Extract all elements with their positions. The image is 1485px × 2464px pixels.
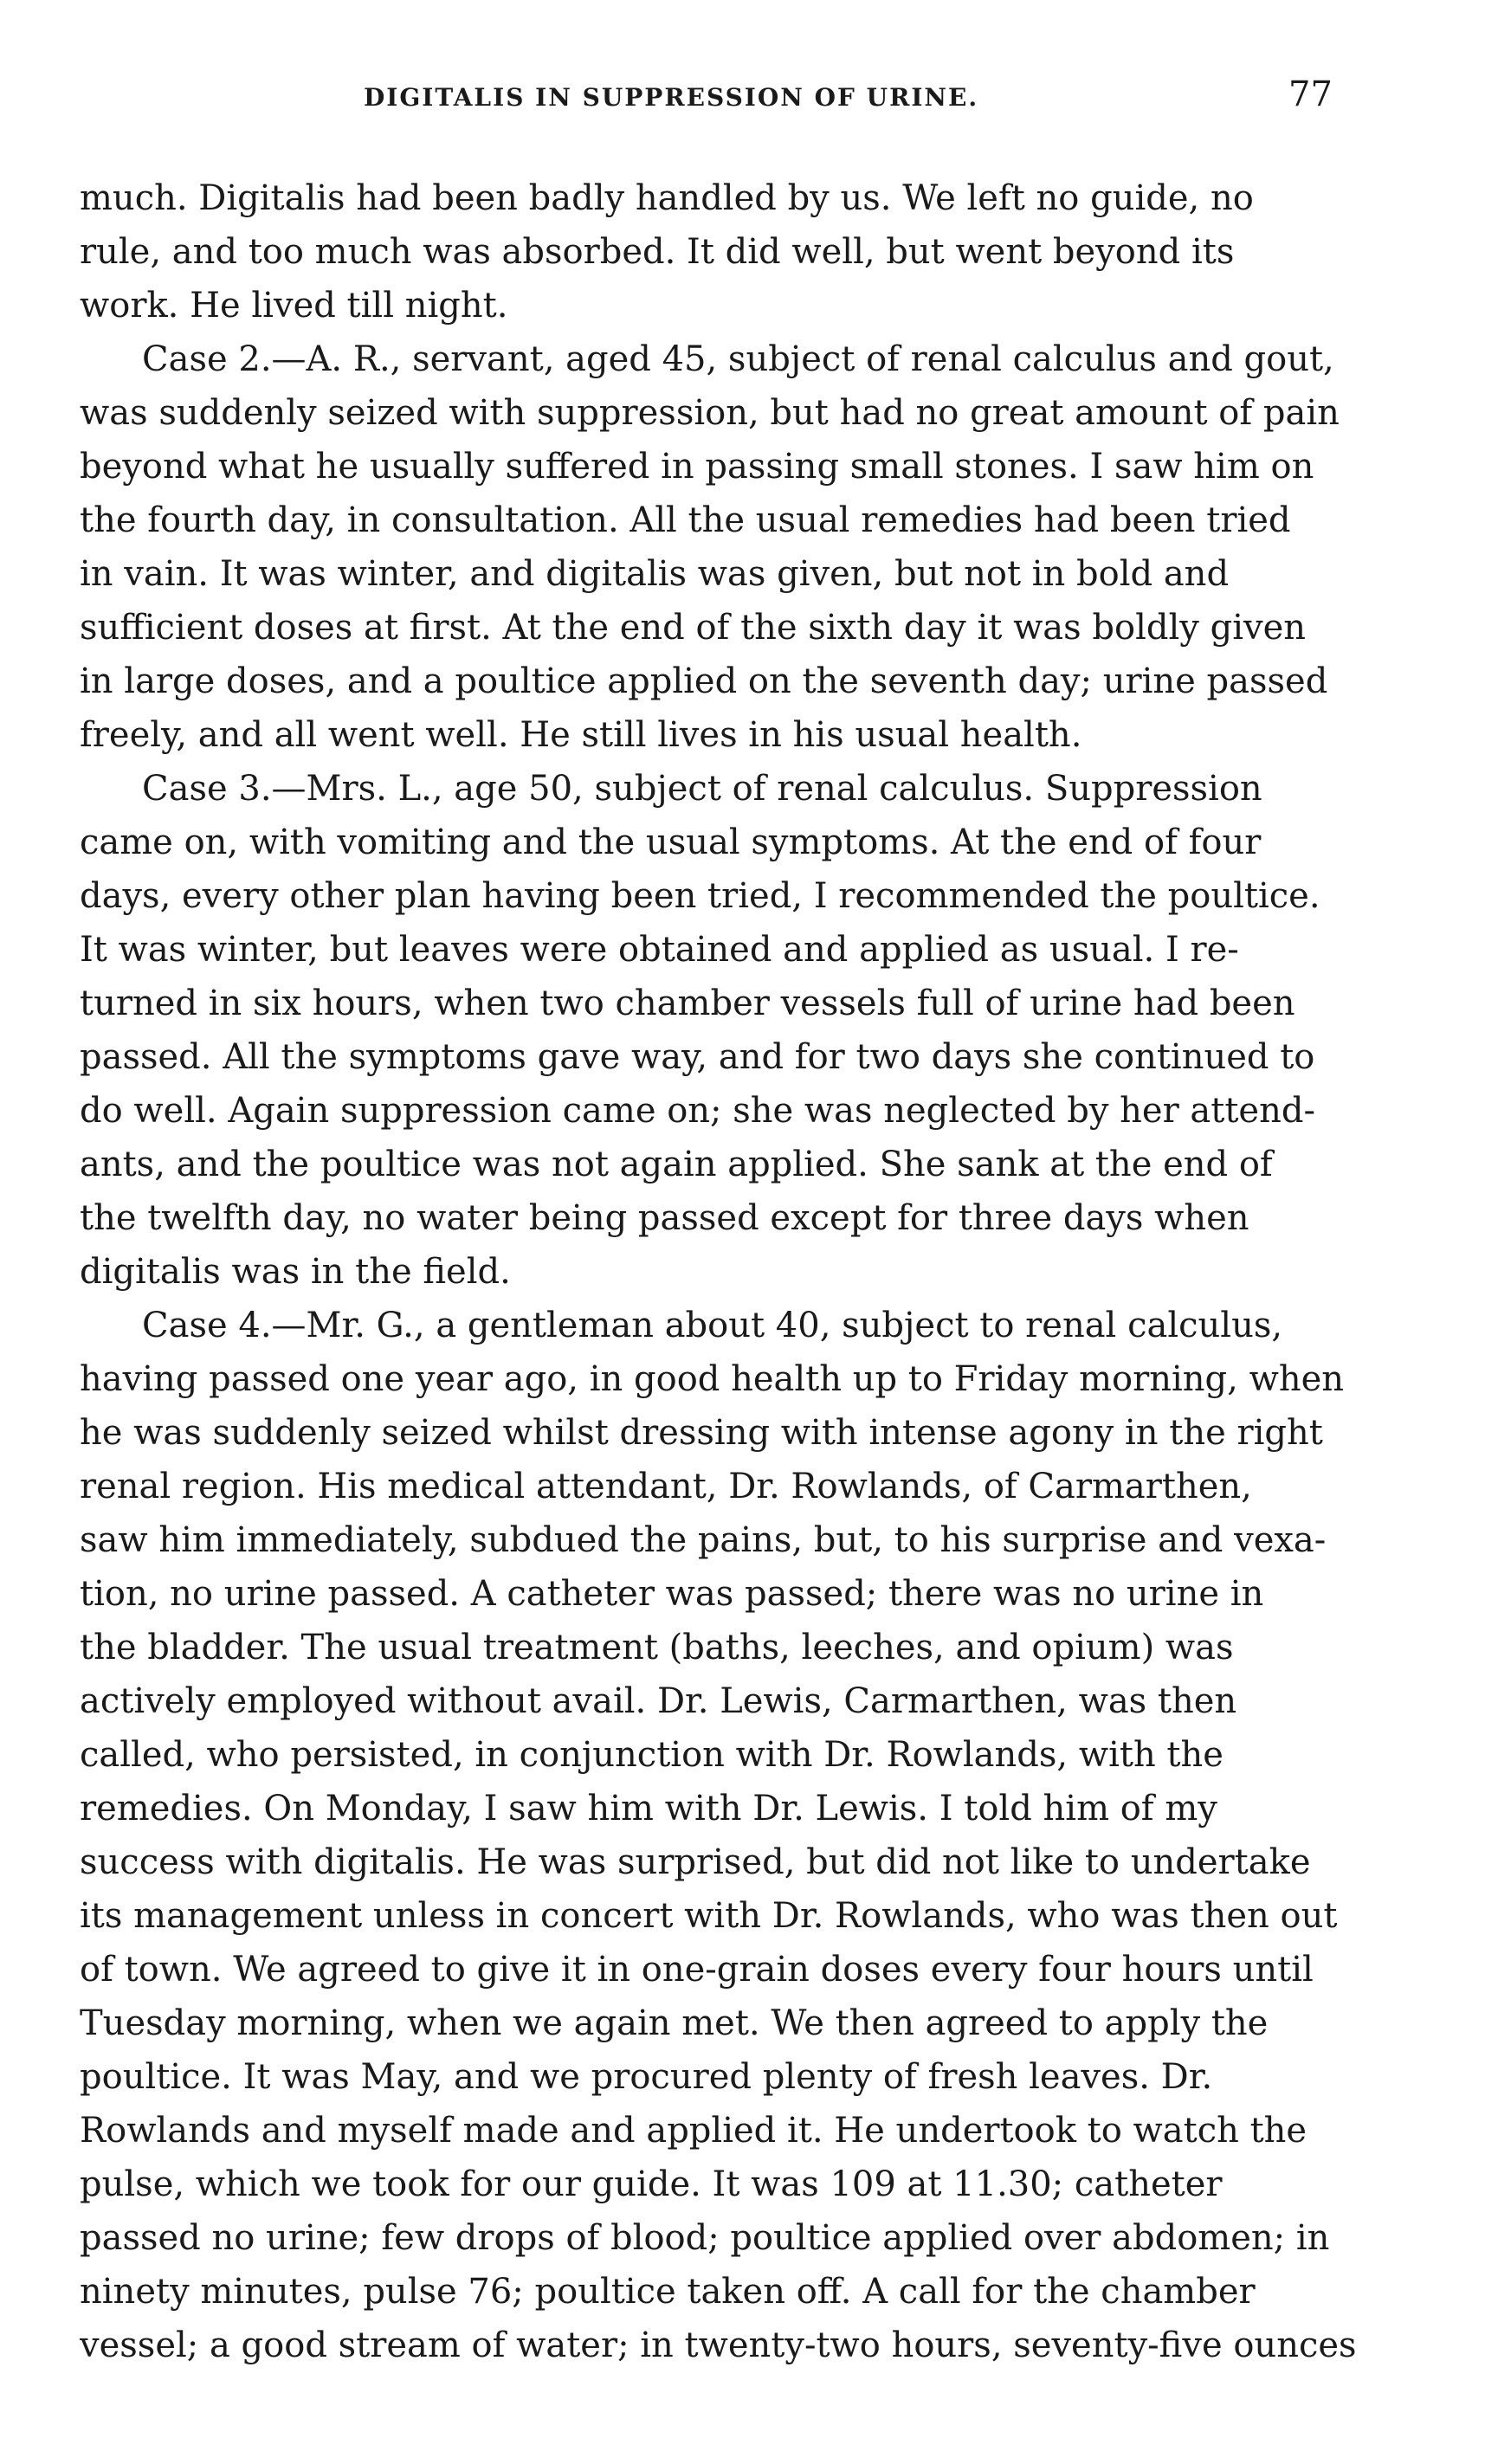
- text-line: work. He lived till night.: [80, 286, 508, 326]
- text-line: success with digitalis. He was surprised, but did not like to undertake: [80, 1842, 1311, 1882]
- text-line: tion, no urine passed. A catheter was passed; there was no urine in: [80, 1574, 1264, 1614]
- case-4-first-line: Case 4.—Mr. G., a gentleman about 40, subject to renal calculus,: [142, 1306, 1283, 1345]
- text-line: It was winter, but leaves were obtained and applied as usual. I re-: [80, 930, 1239, 970]
- text-line: came on, with vomiting and the usual symptoms. At the end of four: [80, 822, 1262, 862]
- text-line: the bladder. The usual treatment (baths, leeches, and opium) was: [80, 1628, 1234, 1667]
- text-line: digitalis was in the field.: [80, 1252, 511, 1292]
- text-line: called, who persisted, in conjunction with Dr. Rowlands, with the: [80, 1735, 1224, 1775]
- page-number: 77: [1288, 74, 1333, 114]
- text-line: much. Digitalis had been badly handled by us. We left no guide, no: [80, 178, 1254, 218]
- text-line: renal region. His medical attendant, Dr. Rowlands, of Carmarthen,: [80, 1467, 1252, 1506]
- text-line: having passed one year ago, in good health up to Friday morning, when: [80, 1359, 1345, 1399]
- text-line: vessel; a good stream of water; in twenty-two hours, seventy-five ounces: [80, 2325, 1357, 2365]
- case-3-first-line: Case 3.—Mrs. L., age 50, subject of renal calculus. Suppression: [142, 769, 1262, 809]
- text-line: ants, and the poultice was not again applied. She sank at the end of: [80, 1145, 1273, 1184]
- text-line: the twelfth day, no water being passed except for three days when: [80, 1198, 1249, 1238]
- text-line: remedies. On Monday, I saw him with Dr. Lewis. I told him of my: [80, 1789, 1217, 1829]
- text-line: in large doses, and a poultice applied on the seventh day; urine passed: [80, 661, 1328, 701]
- text-line: passed no urine; few drops of blood; poultice applied over abdomen; in: [80, 2218, 1330, 2258]
- text-line: Tuesday morning, when we again met. We then agreed to apply the: [80, 2003, 1269, 2043]
- text-line: in vain. It was winter, and digitalis was given, but not in bold and: [80, 554, 1230, 594]
- text-line: rule, and too much was absorbed. It did well, but went beyond its: [80, 232, 1235, 272]
- text-line: beyond what he usually suffered in passing small stones. I saw him on: [80, 447, 1314, 487]
- text-line: the fourth day, in consultation. All the usual remedies had been tried: [80, 500, 1291, 540]
- text-line: pulse, which we took for our guide. It was 109 at 11.30; catheter: [80, 2164, 1223, 2204]
- text-line: was suddenly seized with suppression, but had no great amount of pain: [80, 393, 1340, 433]
- text-line: sufficient doses at first. At the end of the sixth day it was boldly given: [80, 608, 1307, 648]
- text-line: days, every other plan having been tried, I recommended the poultice.: [80, 876, 1320, 916]
- text-line: passed. All the symptoms gave way, and for two days she continued to: [80, 1037, 1315, 1077]
- text-line: of town. We agreed to give it in one-grain doses every four hours until: [80, 1950, 1314, 1990]
- text-line: Rowlands and myself made and applied it. He undertook to watch the: [80, 2111, 1307, 2151]
- text-line: do well. Again suppression came on; she was neglected by her attend-: [80, 1091, 1315, 1131]
- text-line: freely, and all went well. He still lives in his usual health.: [80, 715, 1082, 755]
- running-head: DIGITALIS IN SUPPRESSION OF URINE.: [364, 83, 979, 112]
- text-line: poultice. It was May, and we procured plenty of fresh leaves. Dr.: [80, 2057, 1213, 2097]
- text-line: ninety minutes, pulse 76; poultice taken off. A call for the chamber: [80, 2272, 1256, 2312]
- text-line: its management unless in concert with Dr. Rowlands, who was then out: [80, 1896, 1338, 1936]
- text-line: he was suddenly seized whilst dressing with intense agony in the right: [80, 1413, 1323, 1453]
- body-text: [80, 171, 1394, 2372]
- text-line: actively employed without avail. Dr. Lewis, Carmarthen, was then: [80, 1681, 1237, 1721]
- case-2-first-line: Case 2.—A. R., servant, aged 45, subject of renal calculus and gout,: [142, 339, 1334, 379]
- text-line: turned in six hours, when two chamber vessels full of urine had been: [80, 984, 1295, 1023]
- text-line: saw him immediately, subdued the pains, but, to his surprise and vexa-: [80, 1520, 1327, 1560]
